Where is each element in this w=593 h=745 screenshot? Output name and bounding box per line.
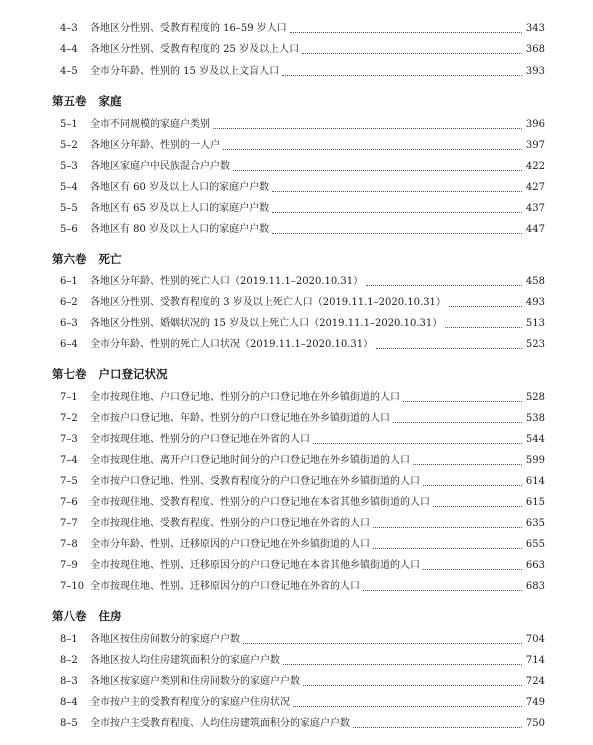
table-number: 6–2 [60,297,78,308]
entry-title: 全市按现住地、户口登记地、性别分的户口登记地在外乡镇街道的人口 [90,392,400,403]
volume-heading [52,605,122,627]
table-number: 5–5 [60,203,78,214]
table-number: 7–9 [60,560,78,571]
entry-title: 全市按户主受教育程度、人均住房建筑面积分的家庭户户数 [90,718,350,729]
toc-entry[interactable] [60,335,545,355]
table-number: 5–4 [60,182,78,193]
page-number: 614 [525,476,545,487]
page-number: 544 [525,434,545,445]
page-number: 427 [525,182,545,193]
entry-title: 全市按户口登记地、年龄、性别分的户口登记地在外乡镇街道的人口 [90,413,390,424]
page-number: 513 [525,318,545,329]
dot-leader [449,305,522,307]
dot-leader [363,589,522,591]
toc-entry[interactable] [60,272,545,292]
table-number: 6–3 [60,318,78,329]
toc-entry[interactable] [60,556,545,576]
entry-title: 各地区家庭户中民族混合户户数 [90,161,230,172]
volume-title: 家庭 [98,94,122,108]
table-number: 8–4 [60,697,78,708]
dot-leader [423,568,522,570]
page-number: 437 [525,203,545,214]
toc-entry[interactable] [60,40,545,60]
page-number: 663 [525,560,545,571]
toc-entry[interactable] [60,451,545,471]
table-number: 7–6 [60,497,78,508]
page-number: 393 [525,66,545,77]
toc-entry[interactable] [60,62,545,82]
table-number: 7–7 [60,518,78,529]
entry-title: 全市按现住地、性别分的户口登记地在外省的人口 [90,434,310,445]
entry-title: 各地区有 65 岁及以上人口的家庭户户数 [90,203,270,214]
toc-entry[interactable] [60,19,545,39]
dot-leader [213,127,522,129]
entry-title: 全市按现住地、离开户口登记地时间分的户口登记地在外乡镇街道的人口 [90,455,410,466]
page-number: 749 [525,697,545,708]
dot-leader [243,642,522,644]
toc-entry[interactable] [60,136,545,156]
table-number: 7–2 [60,413,78,424]
table-number: 7–1 [60,392,78,403]
toc-entry[interactable] [60,430,545,450]
table-number: 4–4 [60,44,78,55]
toc-entry[interactable] [60,672,545,692]
volume-number: 第六卷 [52,252,87,266]
page-number: 447 [525,224,545,235]
entry-title: 各地区分性别、受教育程度的 3 岁及以上死亡人口（2019.11.1–2020.10.31） [90,297,446,308]
dot-leader [282,74,522,76]
table-number: 7–10 [60,581,85,592]
entry-title: 全市按现住地、受教育程度、性别分的户口登记地在外省的人口 [90,518,370,529]
table-number: 7–5 [60,476,78,487]
dot-leader [272,190,522,192]
page-number: 714 [525,655,545,666]
toc-entry[interactable] [60,651,545,671]
dot-leader [302,52,522,54]
page-number: 538 [525,413,545,424]
toc-entry[interactable] [60,220,545,240]
page-number: 523 [525,339,545,350]
entry-title: 全市按现住地、性别、迁移原因分的户口登记地在本省其他乡镇街道的人口 [90,560,420,571]
table-number: 5–2 [60,140,78,151]
volume-title: 户口登记状况 [98,367,168,381]
table-number: 8–5 [60,718,78,729]
toc-entry[interactable] [60,714,545,734]
toc-entry[interactable] [60,514,545,534]
dot-leader [413,463,522,465]
entry-title: 各地区有 80 岁及以上人口的家庭户户数 [90,224,270,235]
table-number: 4–3 [60,23,78,34]
toc-entry[interactable] [60,493,545,513]
dot-leader [313,442,522,444]
page-number: 528 [525,392,545,403]
page-number: 750 [525,718,545,729]
volume-title: 住房 [98,609,122,623]
page-number: 683 [525,581,545,592]
entry-title: 全市不同规模的家庭户类别 [90,119,210,130]
page-number: 422 [525,161,545,172]
table-number: 5–3 [60,161,78,172]
toc-entry[interactable] [60,409,545,429]
toc-entry[interactable] [60,178,545,198]
dot-leader [272,232,522,234]
entry-title: 各地区分年龄、性别的一人户 [90,140,220,151]
table-number: 4–5 [60,66,78,77]
toc-entry[interactable] [60,157,545,177]
table-number: 8–2 [60,655,78,666]
dot-leader [373,526,522,528]
toc-entry[interactable] [60,535,545,555]
toc-entry[interactable] [60,630,545,650]
toc-entry[interactable] [60,693,545,713]
page-number: 724 [525,676,545,687]
toc-entry[interactable] [60,199,545,219]
volume-number: 第七卷 [52,367,87,381]
entry-title: 各地区按住房间数分的家庭户户数 [90,634,240,645]
page-number: 655 [525,539,545,550]
page-number: 599 [525,455,545,466]
toc-entry[interactable] [60,115,545,135]
page-number: 343 [525,23,545,34]
dot-leader [433,505,522,507]
table-number: 7–3 [60,434,78,445]
entry-title: 全市分年龄、性别的 15 岁及以上文盲人口 [90,66,280,77]
dot-leader [445,326,522,328]
volume-title: 死亡 [98,252,122,266]
dot-leader [376,347,522,349]
dot-leader [233,169,522,171]
entry-title: 各地区有 60 岁及以上人口的家庭户户数 [90,182,270,193]
entry-title: 各地区分性别、受教育程度的 25 岁及以上人口 [90,44,300,55]
dot-leader [403,400,522,402]
dot-leader [283,663,522,665]
dot-leader [423,484,522,486]
dot-leader [290,31,522,33]
volume-heading [52,363,168,385]
dot-leader [223,148,522,150]
table-number: 6–4 [60,339,78,350]
toc-entry[interactable] [60,472,545,492]
entry-title: 全市分年龄、性别的死亡人口状况（2019.11.1–2020.10.31） [90,339,374,350]
volume-heading [52,248,122,270]
entry-title: 全市按现住地、性别、迁移原因分的户口登记地在外省的人口 [90,581,360,592]
volume-heading [52,90,122,112]
entry-title: 各地区分性别、婚姻状况的 15 岁及以上死亡人口（2019.11.1–2020.10.31） [90,318,443,329]
table-number: 8–1 [60,634,78,645]
page-number: 493 [525,297,545,308]
table-number: 6–1 [60,276,78,287]
table-number: 5–1 [60,119,78,130]
page-number: 397 [525,140,545,151]
page-number: 635 [525,518,545,529]
page-number: 704 [525,634,545,645]
table-number: 8–3 [60,676,78,687]
entry-title: 全市分年龄、性别、迁移原因的户口登记地在外乡镇街道的人口 [90,539,370,550]
toc-entry[interactable] [60,388,545,408]
toc-entry[interactable] [60,314,545,334]
entry-title: 全市按户口登记地、性别、受教育程度分的户口登记地在外乡镇街道的人口 [90,476,420,487]
volume-number: 第八卷 [52,609,87,623]
dot-leader [353,726,522,728]
dot-leader [303,684,522,686]
entry-title: 各地区按家庭户类别和住房间数分的家庭户户数 [90,676,300,687]
table-number: 5–6 [60,224,78,235]
page-number: 458 [525,276,545,287]
dot-leader [272,211,522,213]
page-number: 396 [525,119,545,130]
entry-title: 各地区分年龄、性别的死亡人口（2019.11.1–2020.10.31） [90,276,364,287]
page-number: 615 [525,497,545,508]
entry-title: 全市按现住地、受教育程度、性别分的户口登记地在本省其他乡镇街道的人口 [90,497,430,508]
volume-number: 第五卷 [52,94,87,108]
entry-title: 全市按户主的受教育程度分的家庭户住房状况 [90,697,290,708]
table-number: 7–4 [60,455,78,466]
table-number: 7–8 [60,539,78,550]
toc-entry[interactable] [60,577,545,597]
entry-title: 各地区按人均住房建筑面积分的家庭户户数 [90,655,280,666]
dot-leader [366,284,522,286]
dot-leader [393,421,522,423]
toc-entry[interactable] [60,293,545,313]
page-number: 368 [525,44,545,55]
dot-leader [293,705,522,707]
dot-leader [373,547,522,549]
entry-title: 各地区分性别、受教育程度的 16–59 岁人口 [90,23,287,34]
